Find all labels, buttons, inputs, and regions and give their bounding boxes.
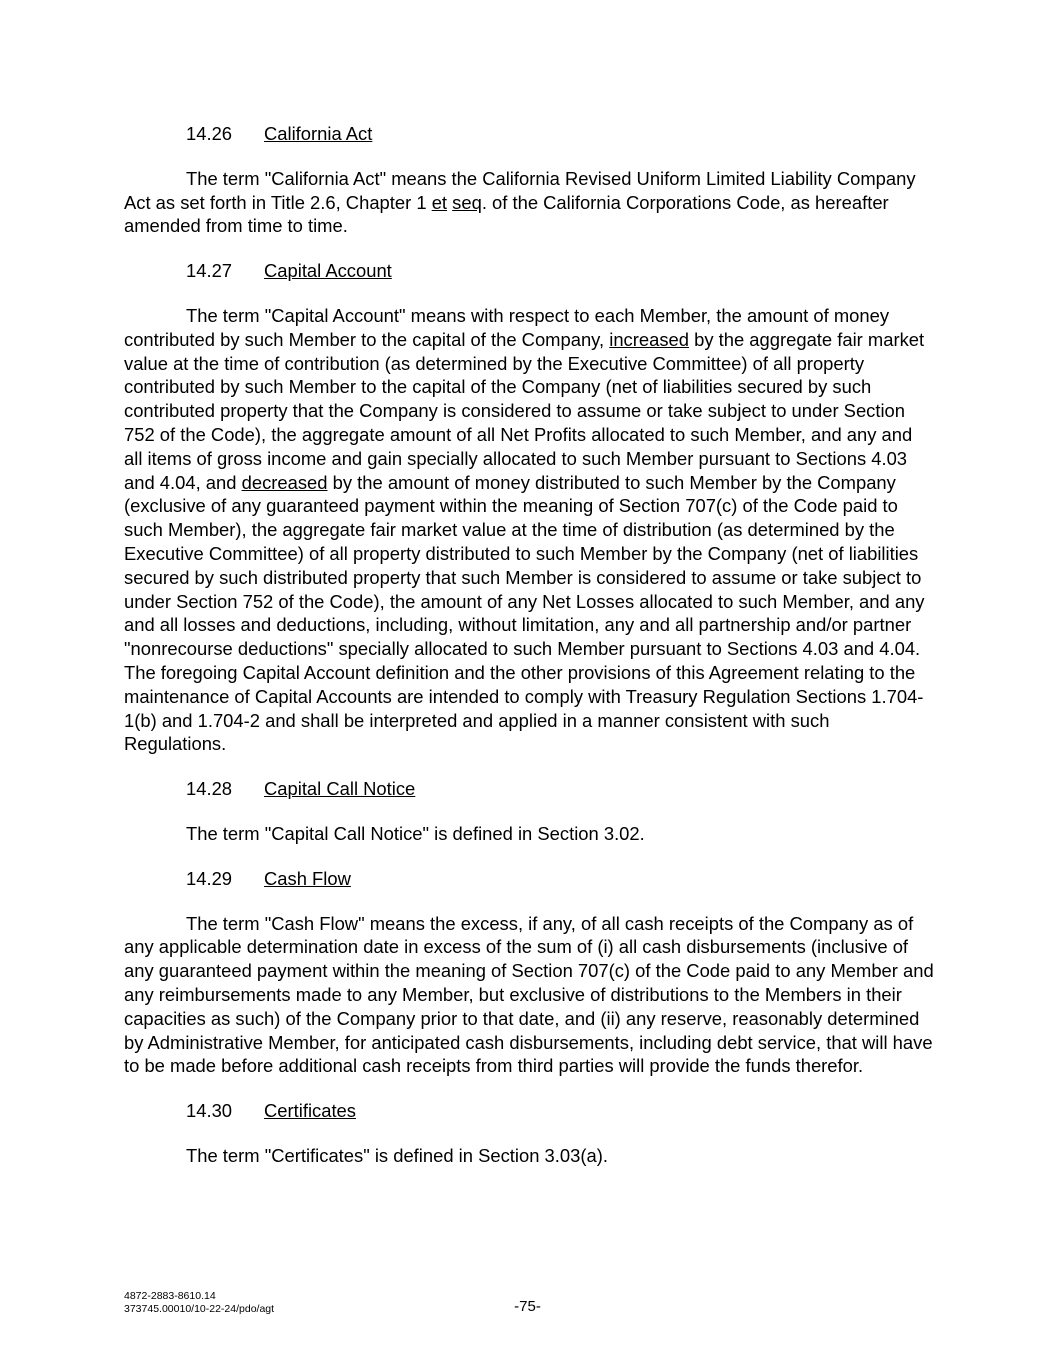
paragraph-text-underlined: et [431,191,448,213]
paragraph-text: The term "Cash Flow" means the excess, if any, of all cash receipts of the Company as of any applicable determination date in excess of the sum of (i) all cash disbursements (inclusive of any guaranteed payment within the meaning of Section 707(c) of the Code paid to any Member and any reimbursements made to any Member, but exclusive of distributions to the Members in their capacities as such) of the Company prior to that date, and (ii) any reserve, reasonably determined by Administrative Member, for anticipated cash disbursements, including debt service, that will have to be made before additional cash receipts from third parties will provide the funds therefor. [124,912,934,1077]
paragraph-text-underlined: decreased [241,471,328,493]
paragraph-text: by the aggregate fair market value at the time of contribution (as determined by the Executive Committee) of all property contributed by such Member to the capital of the Company (net of liabilities secured by such contributed property that the Company is considered to assume or take subject to under Section 752 of the Code), the aggregate amount of all Net Profits allocated to such Member, and any and all items of gross income and gain specially allocated to such Member pursuant to Sections 4.03 and 4.04, and [124,328,925,493]
section-number: 14.29 [186,867,233,889]
footer-matter-ref: 373745.00010/10-22-24/pdo/agt [124,1303,275,1315]
section-title: California Act [264,123,373,144]
section-paragraph-14-28 [124,822,934,846]
section-paragraph-14-30 [124,1144,934,1168]
paragraph-text: The term "California Act" means the California Revised Uniform Limited Liability Company Act as set forth in Title 2.6, Chapter 1 [124,167,916,213]
page-number: -75- [514,1298,541,1315]
footer-doc-id: 4872-2883-8610.14 [124,1290,216,1302]
paragraph-text-underlined: increased [609,328,689,350]
section-heading-14-28 [186,777,934,801]
paragraph-text-underlined: seq [452,191,482,213]
paragraph-text: by the amount of money distributed to such Member by the Company (exclusive of any guaranteed payment within the meaning of Section 707(c) of the Code paid to such Member), the aggregate fair market value at the time of distribution (as determined by the Executive Committee) of all property distributed to such Member by the Company (net of liabilities secured by such distributed property that such Member is considered to assume or take subject to under Section 752 of the Code), the amount of any Net Losses allocated to such Member, and any and all losses and deductions, including, without limitation, any and all partnership and/or partner "nonrecourse deductions" specially allocated to such Member pursuant to Sections 4.03 and 4.04. The foregoing Capital Account definition and the other provisions of this Agreement relating to the maintenance of Capital Accounts are intended to comply with Treasury Regulation Sections 1.704-1(b) and 1.704-2 and shall be interpreted and applied in a manner consistent with such Regulations. [124,471,941,755]
section-paragraph-14-26 [124,167,934,238]
section-title: Certificates [264,1100,356,1122]
section-number: 14.30 [186,1100,233,1122]
section-number: 14.28 [186,778,233,800]
section-heading-14-26 [186,122,934,146]
section-heading-14-27 [186,259,934,283]
paragraph-text: The term "Certificates" is defined in Section 3.03(a). [186,1144,608,1166]
section-number: 14.26 [186,123,233,144]
section-heading-14-30 [186,1099,934,1123]
section-number: 14.27 [186,260,233,282]
paragraph-text: . of the California Corporations Code, as hereafter amended from time to time. [124,191,889,237]
document-body [124,122,941,1189]
section-heading-14-29 [186,867,934,891]
section-title: Capital Call Notice [264,778,416,800]
section-paragraph-14-27 [124,304,941,756]
section-title: Capital Account [264,260,392,282]
paragraph-text: The term "Capital Account" means with respect to each Member, the amount of money contributed by such Member to the capital of the Company, [124,304,890,350]
paragraph-text: The term "Capital Call Notice" is defined in Section 3.02. [186,822,645,844]
section-title: Cash Flow [264,867,351,889]
section-paragraph-14-29 [124,912,934,1079]
